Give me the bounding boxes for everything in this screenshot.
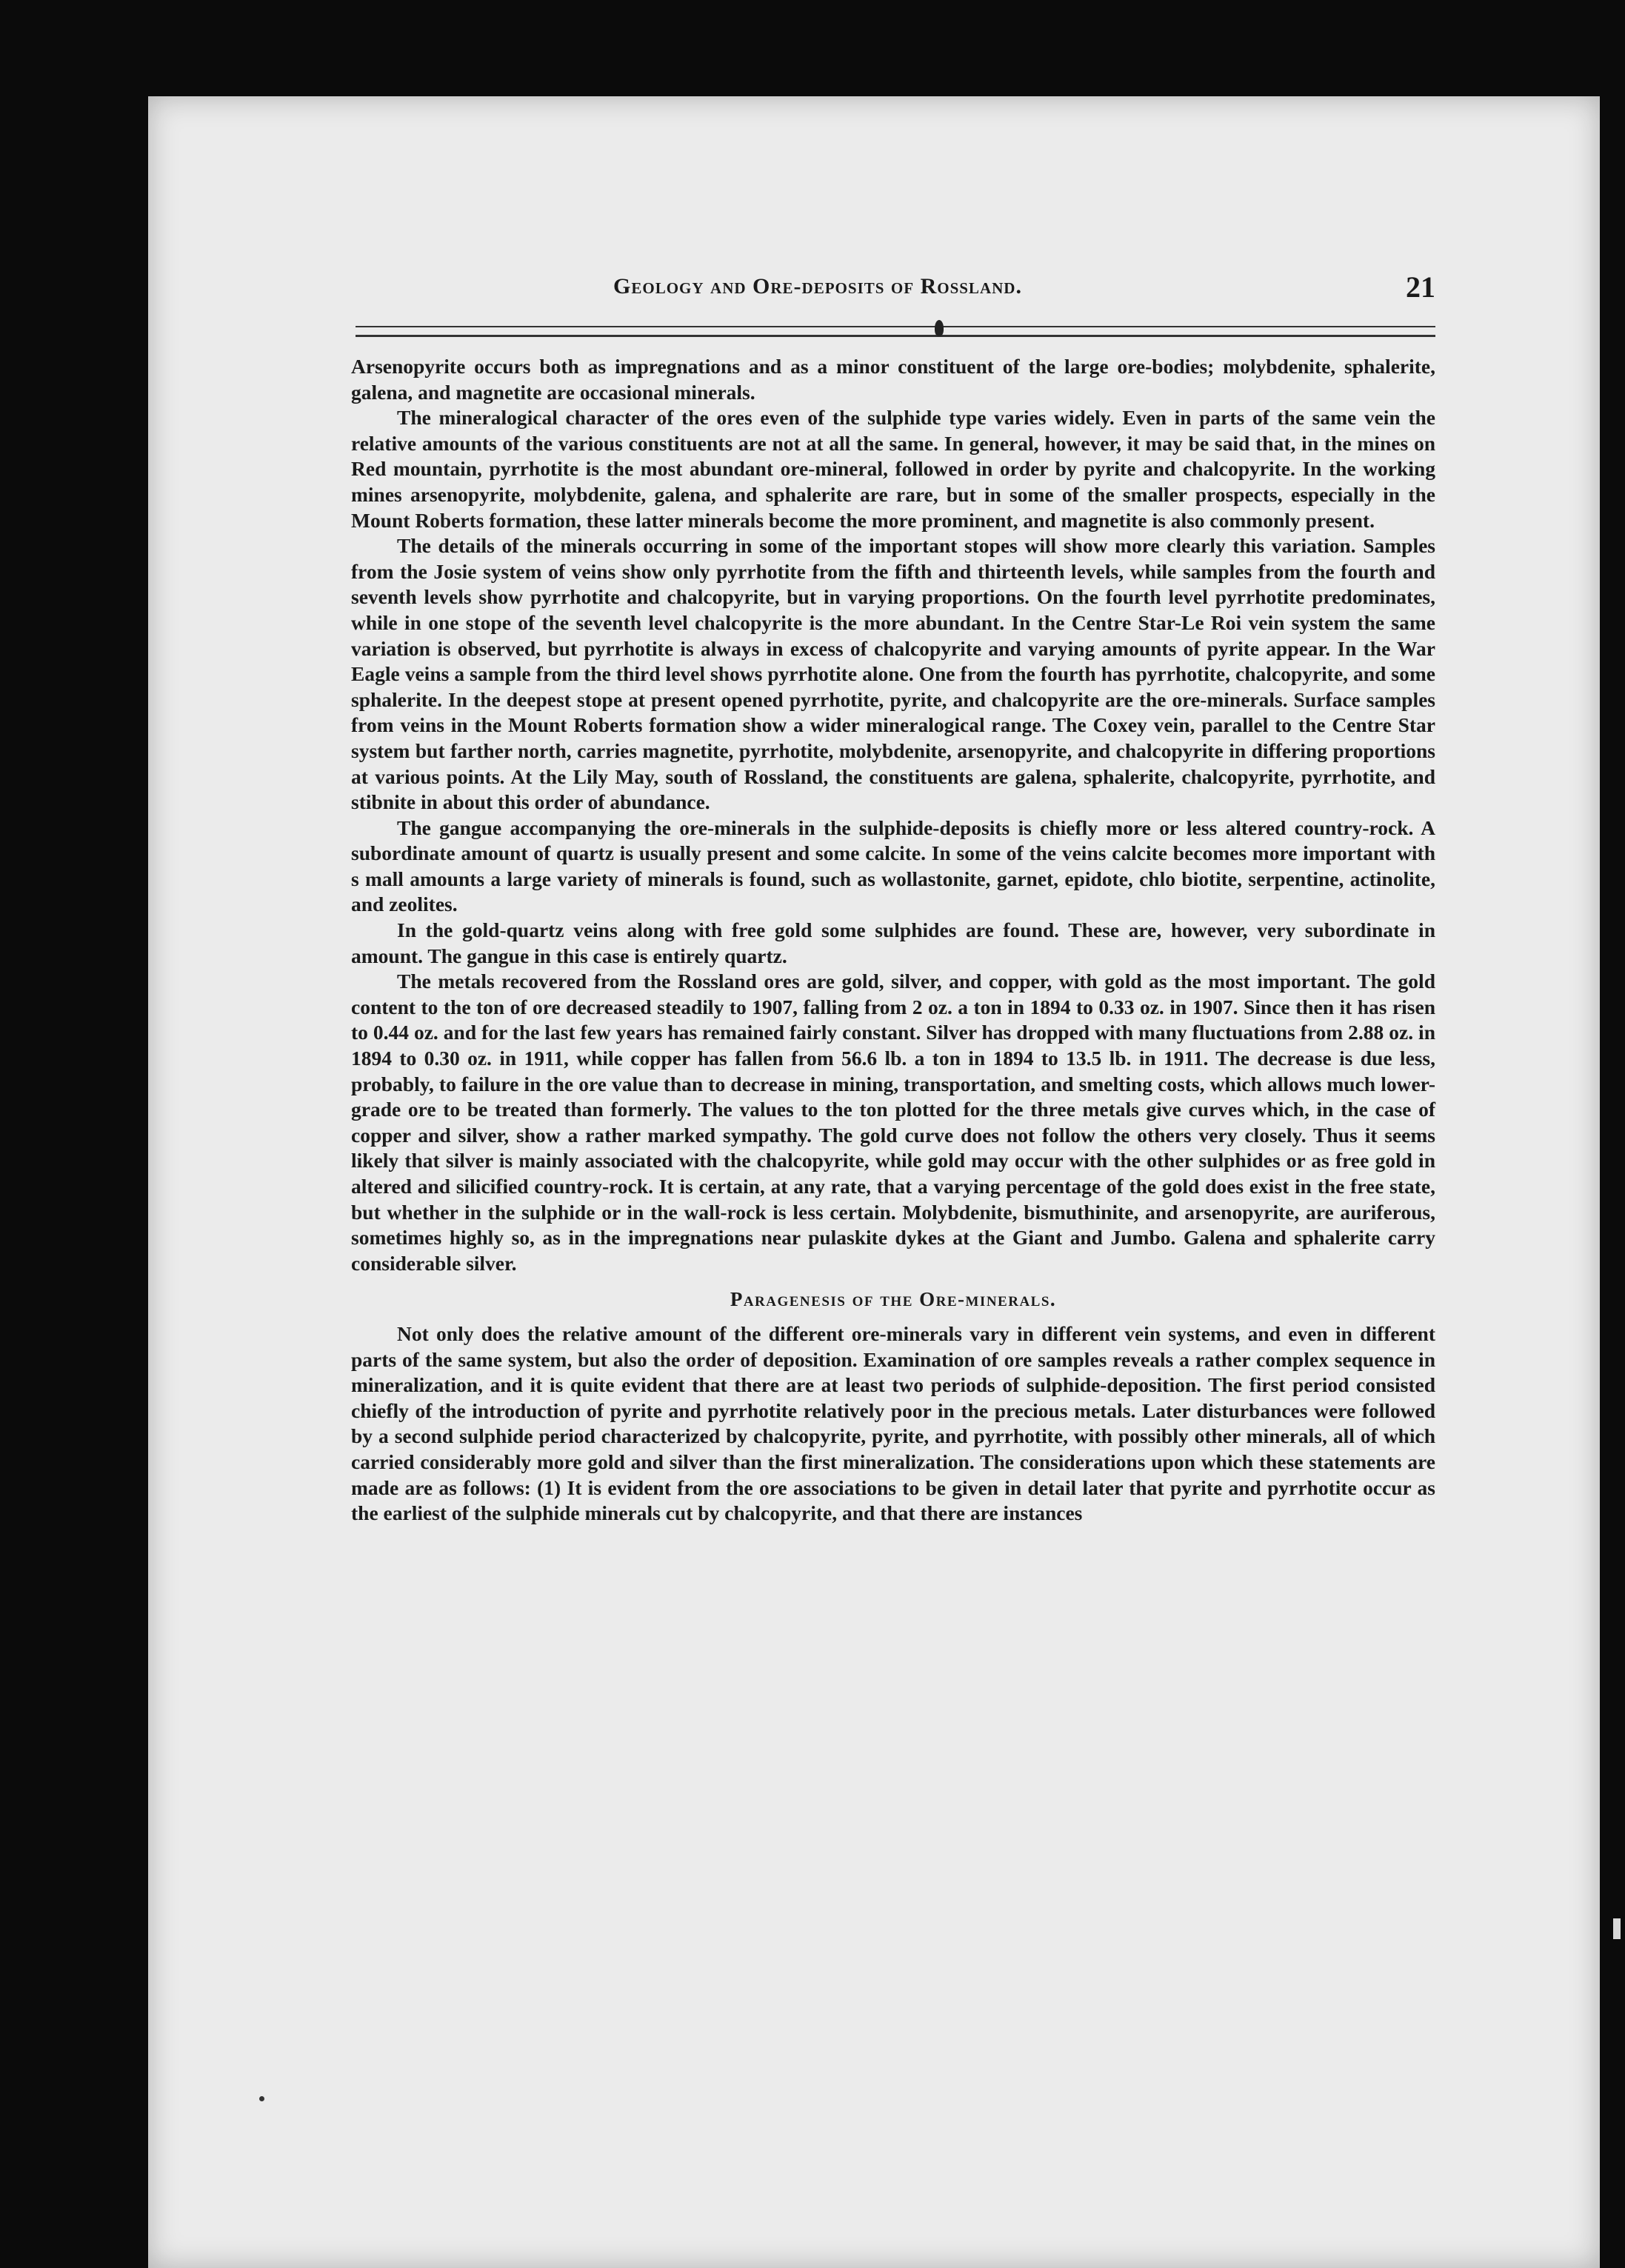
paragraph: The gangue accompanying the ore-minerals in the sulphide-deposits is chiefly more or less altered country-rock. A subordinate amount of quartz is usually present and some calcite. In some of the veins calcite becomes more important with s mall amounts a large variety of minerals is found, such as wollastonite, garnet, epidote, chlo biotite, serpentine, actinolite, and zeolites. <box>351 816 1435 916</box>
rule-ornament-icon <box>935 320 944 336</box>
paragraph: Not only does the relative amount of the different ore-minerals vary in different vein systems, and even in different parts of the same system, but also the order of deposition. Examination of ore samples reveals a rather complex sequence in mineralization, and it is quite evident that there are at least two periods of sulphide-deposition. The first period consisted chiefly of the introduction of pyrite and pyrrhotite relatively poor in the precious metals. Later disturbances were followed by a second sulphide period characterized by chalcopyrite, pyrite, and pyrrhotite, with possibly other minerals, all of which carried considerably more gold and silver than the first mineralization. The considerations upon which these statements are made are as follows: (1) It is evident from the ore associations to be given in detail later that pyrite and pyrrhotite occur as the earliest of the sulphide minerals cut by chalcopyrite, and that there are instances <box>351 1321 1435 1525</box>
paragraph: The details of the minerals occurring in some of the important stopes will show more clearly this variation. Samples from the Josie system of veins show only pyrrhotite from the fifth and thirteenth levels, while samples from the fourth and seventh levels show pyrrhotite and chalcopyrite, but in varying proportions. On the fourth level pyrrhotite predominates, while in one stope of the seventh level chalcopyrite is the more abundant. In the Centre Star-Le Roi vein system the same variation is observed, but pyrrhotite is always in excess of chalcopyrite and varying amounts of pyrite appear. In the War Eagle veins a sample from the third level shows pyrrhotite alone. One from the fourth has pyrrhotite, chalcopyrite, and some sphalerite. In the deepest stope at present opened pyrrhotite, pyrite, and chalcopyrite are the ore-minerals. Surface samples from veins in the Mount Roberts formation show a wider mineralogical range. The Coxey vein, parallel to the Centre Star system but farther north, carries magnetite, pyrrhotite, molybdenite, arsenopyrite, and chalcopyrite in differing proportions at various points. At the Lily May, south of Rossland, the constituents are galena, sphalerite, chalcopyrite, pyrrhotite, and stibnite in about this order of abundance. <box>351 534 1435 814</box>
section-heading: Paragenesis of the Ore-minerals. <box>730 1288 1057 1311</box>
margin-dot <box>259 2096 264 2101</box>
body-text <box>351 354 1435 1527</box>
paragraph: In the gold-quartz veins along with free gold some sulphides are found. These are, however, very subordinate in amount. The gangue in this case is entirely quartz. <box>351 918 1435 967</box>
paragraph: The metals recovered from the Rossland ores are gold, silver, and copper, with gold as the most important. The gold content to the ton of ore decreased steadily to 1907, falling from 2 oz. a ton in 1894 to 0.33 oz. in 1907. Since then it has risen to 0.44 oz. and for the last few years has remained fairly constant. Silver has dropped with many fluctuations from 2.88 oz. in 1894 to 0.30 oz. in 1911, while copper has fallen from 56.6 lb. a ton in 1894 to 13.5 lb. in 1911. The decrease is due less, probably, to failure in the ore value than to decrease in mining, transportation, and smelting costs, which allows much lower-grade ore to be treated than formerly. The values to the ton plotted for the three metals give curves which, in the case of copper and silver, show a rather marked sympathy. The gold curve does not follow the others very closely. Thus it seems likely that silver is mainly associated with the chalcopyrite, while gold may occur with the other sulphides or as free gold in altered and silicified country-rock. It is certain, at any rate, that a varying percentage of the gold does exist in the free state, but whether in the sulphide or in the wall-rock is less certain. Molybdenite, bismuthinite, and arsenopyrite, are auriferous, sometimes highly so, as in the impregnations near pulaskite dykes at the Giant and Jumbo. Galena and sphalerite carry considerable silver. <box>351 970 1435 1275</box>
paragraph: The mineralogical character of the ores even of the sulphide type varies widely. Even in parts of the same vein the relative amounts of the various constituents are not at all the same. In general, however, it may be said that, in the mines on Red mountain, pyrrhotite is the most abundant ore-mineral, followed in order by pyrite and chalcopyrite. In the working mines arsenopyrite, molybdenite, galena, and sphalerite are rare, but in some of the smaller prospects, especially in the Mount Roberts formation, these latter minerals become the more prominent, and magnetite is also commonly present. <box>351 406 1435 532</box>
margin-mark <box>1613 1918 1621 1939</box>
page-header <box>200 270 1435 318</box>
page-number: 21 <box>1406 270 1435 304</box>
header-rule-thin <box>356 326 1435 327</box>
paragraph: Arsenopyrite occurs both as impregnations and as a minor constituent of the large ore-bodies; molybdenite, sphalerite, galena, and magnetite are occasional minerals. <box>351 355 1435 404</box>
running-title: Geology and Ore-deposits of Rossland. <box>613 274 1022 298</box>
header-rule-thick <box>356 335 1435 337</box>
